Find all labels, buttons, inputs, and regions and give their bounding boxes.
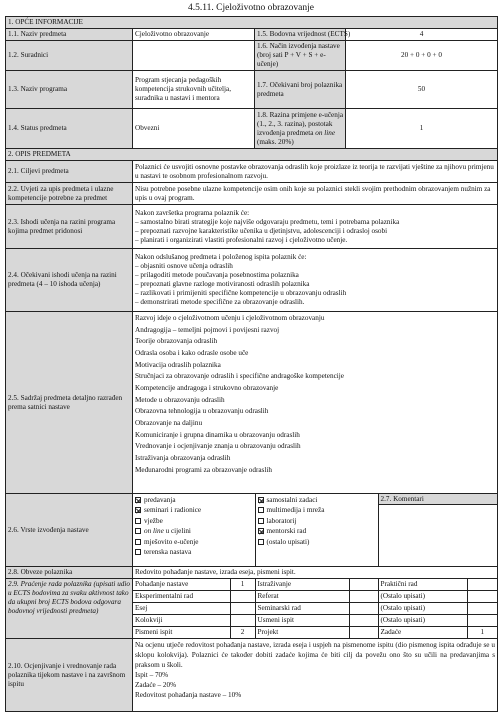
course-outcome-line: – prilagoditi metode poučavanja posebnostima polaznika [135,271,299,279]
comments-cell [378,494,497,566]
teaching-type-item: samostalni zadaci [258,495,376,505]
row-2-1 [6,161,498,183]
section-general-header [6,17,498,29]
course-outcome-line: – demonstrirati metode specifične za obrazovanje odraslih. [135,298,305,306]
row-2-9 [6,579,498,639]
value-teaching-mode: 20 + 0 + 0 + 0 [346,41,498,71]
value-elearning-level: 1 [346,109,498,149]
ects-activity: Usmeni ispit [255,615,349,627]
section-description-title: 2. OPIS PREDMETA [6,149,498,161]
label-student-monitoring: 2.9. Praćenje rada polaznika (upisati udio u ECTS bodovima za svaku aktivnost tako da ukupni broj ECTS bodova odgovara bodovnoj vrijednosti predmeta) [6,579,133,639]
value-expected-students: 50 [346,71,498,109]
content-topic: Razvoj ideje o cjeloživotnom učenju i cjeloživotnom obrazovanju [135,314,325,322]
program-outcome-line: – samostalno birati strategije koje najviše odgovaraju predmetu, temi i potrebama polaznika [135,217,400,226]
content-topic: Obrazovanje na daljinu [135,418,203,427]
ects-value [467,579,497,591]
label-course-outcomes: 2.4. Očekivani ishodi učenja na razini predmeta (4 – 10 ishoda učenja) [6,249,133,312]
value-grading [133,639,498,712]
ects-activity: Pohađanje nastave [133,579,230,591]
content-topic: Obrazovna tehnologija u obrazovanju odraslih [135,407,269,416]
ects-value: 2 [230,627,255,639]
ects-value [349,603,378,615]
checkbox-icon [258,539,264,545]
teaching-type-item: on line u cijelini [135,526,253,536]
content-topic: Odrasla osoba i kako odrasle osobe uče [135,348,249,357]
value-program-name: Program stjecanja pedagoških kompetencija strukovnih učitelja, suradnika u nastavi i mentora [133,71,255,109]
course-outcome-line: Nakon odslušanog predmeta i položenog ispita polaznik će: [135,253,307,261]
row-1-4 [6,109,498,149]
checkbox-icon [135,497,141,503]
row-2-10 [6,639,498,712]
content-topic: Andragogija – temeljni pojmovi i povijesni razvoj [135,325,280,334]
label-ects: 1.5. Bodovna vrijednost (ECTS) [255,29,346,41]
label-teaching-types: 2.6. Vrste izvođenja nastave [6,494,133,567]
content-topic: Međunarodni programi za obrazovanje odraslih [135,465,272,474]
ects-value [349,579,378,591]
checkbox-icon [258,518,264,524]
row-2-8 [6,567,498,579]
row-1-3 [6,71,498,109]
content-topic: Istraživanja obrazovanja odraslih [135,453,231,462]
program-outcome-line: Nakon završetka programa polaznik će: [135,208,250,217]
content-topic: Teorije obrazovanja odraslih [135,337,218,346]
value-ects: 4 [346,29,498,41]
teaching-type-item: vježbe [135,516,253,526]
ects-value [467,591,497,603]
ects-value [230,603,255,615]
value-prerequisites: Nisu potrebne posebne ulazne kompetencije osim onih koje su polaznici stekli svojim prethodnim obrazovanjem nužnim za upis u ovaj program. [133,183,498,205]
row-2-6 [6,494,498,567]
ects-activity: (Ostalo upisati) [378,615,467,627]
page-title: 4.5.11. Cjeloživotno obrazovanje [187,3,315,13]
ects-value [349,615,378,627]
label-course-name: 1.1. Naziv predmeta [6,29,133,41]
course-outcome-line: – razlikovati i primijeniti specifične kompetencije u obrazovanju odraslih [135,289,347,297]
ects-activity: (Ostalo upisati) [378,603,467,615]
content-topic: Kompetencije andragoga i strukovno obrazovanje [135,383,279,392]
course-table [5,16,498,712]
ects-grid [133,579,497,638]
row-2-2 [6,183,498,205]
value-course-status: Obvezni [133,109,255,149]
checkbox-icon [135,528,141,534]
label-objectives: 2.1. Ciljevi predmeta [6,161,133,183]
checkbox-icon [258,497,264,503]
checkbox-icon [135,518,141,524]
label-teaching-mode: 1.6. Način izvođenja nastave (broj sati P + V + S + e-učenje) [255,41,346,71]
program-outcome-line: – prepoznati razvojne karakteristike učenika u djetinjstvu, adolescenciji i odrasloj osobi [135,226,388,235]
teaching-type-item: mješovito e-učenje [135,537,253,547]
label-course-content: 2.5. Sadržaj predmeta detaljno razrađen prema satnici nastave [6,312,133,494]
content-topic: Metode u obrazovanju odraslih [135,395,225,404]
value-program-outcomes [133,205,498,249]
value-associates [133,41,255,71]
teaching-types-grid [133,494,497,566]
teaching-type-item: (ostalo upisati) [258,537,376,547]
teaching-type-item: predavanja [135,495,253,505]
grading-line: Zadaće – 20% [135,681,177,690]
course-outcome-line: – prepoznati glavne razloge motiviranosti odraslih polaznika [135,280,310,288]
ects-value [230,591,255,603]
value-teaching-types [133,494,498,567]
value-course-outcomes [133,249,498,312]
content-topic: Komuniciranje i grupna dinamika u obrazovanju odraslih [135,430,300,439]
checkbox-icon [258,528,264,534]
grading-paragraph: Na ocjenu utječe redovitost pohađanja nastave, izrada eseja i uspjeh na pismenome ispitu (dio pismenog ispita odrađuje se u sklopu kolokvija). Polaznici će također dobiti zadaće kojima će biti cilj da povežu ono što su učili na predavanjima s praksom u školi. [135,641,496,670]
checkbox-icon [135,539,141,545]
teaching-type-item: laboratorij [258,516,376,526]
ects-row [133,579,497,591]
ects-value [349,591,378,603]
value-course-content [133,312,498,494]
ects-value [230,615,255,627]
ects-activity: (Ostalo upisati) [378,591,467,603]
ects-row [133,603,497,615]
content-topic: Stručnjaci za obrazovanje odraslih i specifične andragoške kompetencije [135,372,344,381]
row-1-1 [6,29,498,41]
ects-value [349,627,378,639]
label-grading: 2.10. Ocjenjivanje i vrednovanje rada polaznika tijekom nastave i na završnom ispitu [6,639,133,712]
value-course-name: Cjeloživotno obrazovanje [133,29,255,41]
ects-row [133,591,497,603]
ects-row [133,615,497,627]
content-topic: Vrednovanje i ocjenjivanje znanja u obrazovanju odraslih [135,442,301,451]
ects-activity: Referat [255,591,349,603]
label-comments: 2.7. Komentari [379,494,498,505]
section-general-title: 1. OPĆE INFORMACIJE [6,17,498,29]
grading-line: Ispit – 70% [135,671,169,680]
grading-line: Redovitost pohađanja nastave – 10% [135,691,242,700]
ects-activity: Istraživanje [255,579,349,591]
course-outcome-line: – objasniti osnove učenja odraslih [135,262,233,270]
ects-value: 1 [467,627,497,639]
checkbox-icon [135,507,141,513]
label-program-outcomes: 2.3. Ishodi učenja na razini programa kojima predmet pridonosi [6,205,133,249]
program-outcome-line: – planirati i organizirati vlastiti profesionalni razvoj i cjeloživotno učenje. [135,235,348,244]
row-1-2 [6,41,498,71]
teaching-type-item: terenska nastava [135,547,253,557]
value-student-obligations: Redovito pohađanje nastave, izrada eseja, pismeni ispit. [133,567,498,579]
ects-activity: Eksperimentalni rad [133,591,230,603]
ects-row [133,627,497,639]
ects-activity: Praktični rad [378,579,467,591]
checkbox-icon [258,507,264,513]
row-2-5 [6,312,498,494]
ects-value [467,603,497,615]
label-elearning-level: 1.8. Razina primjene e-učenja (1., 2., 3. razina), postotak izvođenja predmeta on line (maks. 20%) [255,109,346,149]
label-associates: 1.2. Suradnici [6,41,133,71]
ects-activity: Seminarski rad [255,603,349,615]
teaching-types-col-2 [255,494,378,566]
content-topic: Motivacija odraslih polaznika [135,360,221,369]
ects-activity: Kolokviji [133,615,230,627]
teaching-types-col-1 [133,494,255,566]
teaching-type-item: mentorski rad [258,526,376,536]
teaching-type-item: seminari i radionice [135,505,253,515]
label-course-status: 1.4. Status predmeta [6,109,133,149]
ects-activity: Zadaće [378,627,467,639]
section-description-header [6,149,498,161]
value-objectives: Polaznici će usvojiti osnovne postavke obrazovanja odraslih koje proizlaze iz teorija te razvijati vještine za njihovu primjenu u nastavi te osobnom profesionalnom razvoju. [133,161,498,183]
label-student-obligations: 2.8. Obveze polaznika [6,567,133,579]
ects-activity: Esej [133,603,230,615]
ects-activity: Projekt [255,627,349,639]
ects-value: 1 [230,579,255,591]
value-student-monitoring [133,579,498,639]
checkbox-icon [135,549,141,555]
ects-value [467,615,497,627]
teaching-type-item: multimedija i mreža [258,505,376,515]
label-prerequisites: 2.2. Uvjeti za upis predmeta i ulazne kompetencije potrebne za predmet [6,183,133,205]
label-expected-students: 1.7. Očekivani broj polaznika predmeta [255,71,346,109]
label-program-name: 1.3. Naziv programa [6,71,133,109]
row-2-4 [6,249,498,312]
row-2-3 [6,205,498,249]
ects-activity: Pismeni ispit [133,627,230,639]
